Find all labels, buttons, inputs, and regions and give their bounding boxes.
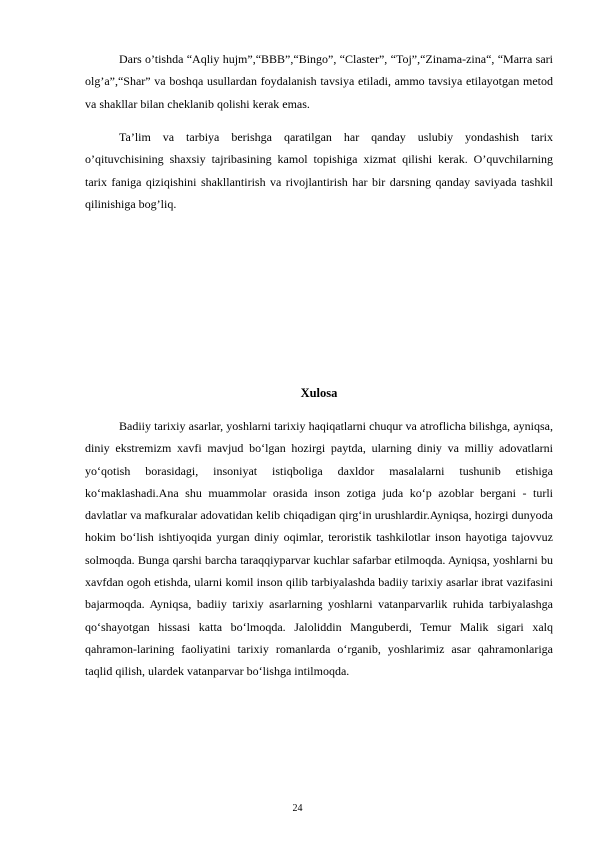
- page-number: 24: [292, 803, 303, 814]
- paragraph-conclusion: Badiiy tarixiy asarlar, yoshlarni tarixiy haqiqatlarni chuqur va atroflicha bilishga, ayniqsa, diniy ekstremizm xavfi mavjud bo‘lgan hozirgi paytda, ularning diniy va milliy adovatlarni yo‘qotish borasidagi, insoniyat istiqboliga daxldor masalalarni tushunib etishiga ko‘maklashadi.Ana shu muammolar orasida inson zotiga juda ko‘p azoblar bergani - turli davlatlar va mafkuralar adovatidan kelib chiqadigan qirg‘in urushlardir.Ayniqsa, hozirgi dunyoda hokim bo‘lish ishtiyoqida yurgan diniy oqimlar, teroristik tashkilotlar inson hayotiga tajovvuz solmoqda. Bunga qarshi barcha taraqqiyparvar kuchlar safarbar etilmoqda. Ayniqsa, yoshlarni bu xavfdan ogoh etishda, ularni komil inson qilib tarbiyalashda badiiy tarixiy asarlar ibrat vazifasini bajarmoqda. Ayniqsa, badiiy tarixiy asarlarning yoshlarni vatanparvarlik ruhida tarbiyalashga qo‘shayotgan hissasi katta bo‘lmoqda. Jaloliddin Manguberdi, Temur Malik sigari xalq qahramon-larining faoliyatini tarixiy romanlarda o‘rganib, yoshlarimiz asar qahramonlariga taqlid qilish, ulardek vatanparvar bo‘lishga intilmoqda.: [85, 419, 553, 679]
- paragraph-teaching-approach: Ta’lim va tarbiya berishga qaratilgan har qanday uslubiy yondashish tarix o’qituvchisining shaxsiy tajribasining kamol topishiga xizmat qilishi kerak. O’quvchilarning tarix faniga qiziqishini shakllantirish va rivojlantirish har bir darsning qanday saviyada tashkil qilinishiga bog’liq.: [85, 130, 553, 211]
- section-heading-conclusion: Xulosa: [300, 386, 338, 400]
- paragraph-methods: Dars o’tishda “Aqliy hujm”,“BBB”,“Bingo”, “Claster”, “Toj”,“Zinama-zina“, “Marra sari olg’a”,“Shar” va boshqa usullardan foydalanish tavsiya etiladi, ammo tavsiya etilayotgan metod va shakllar bilan cheklanib qolishi kerak emas.: [85, 52, 553, 111]
